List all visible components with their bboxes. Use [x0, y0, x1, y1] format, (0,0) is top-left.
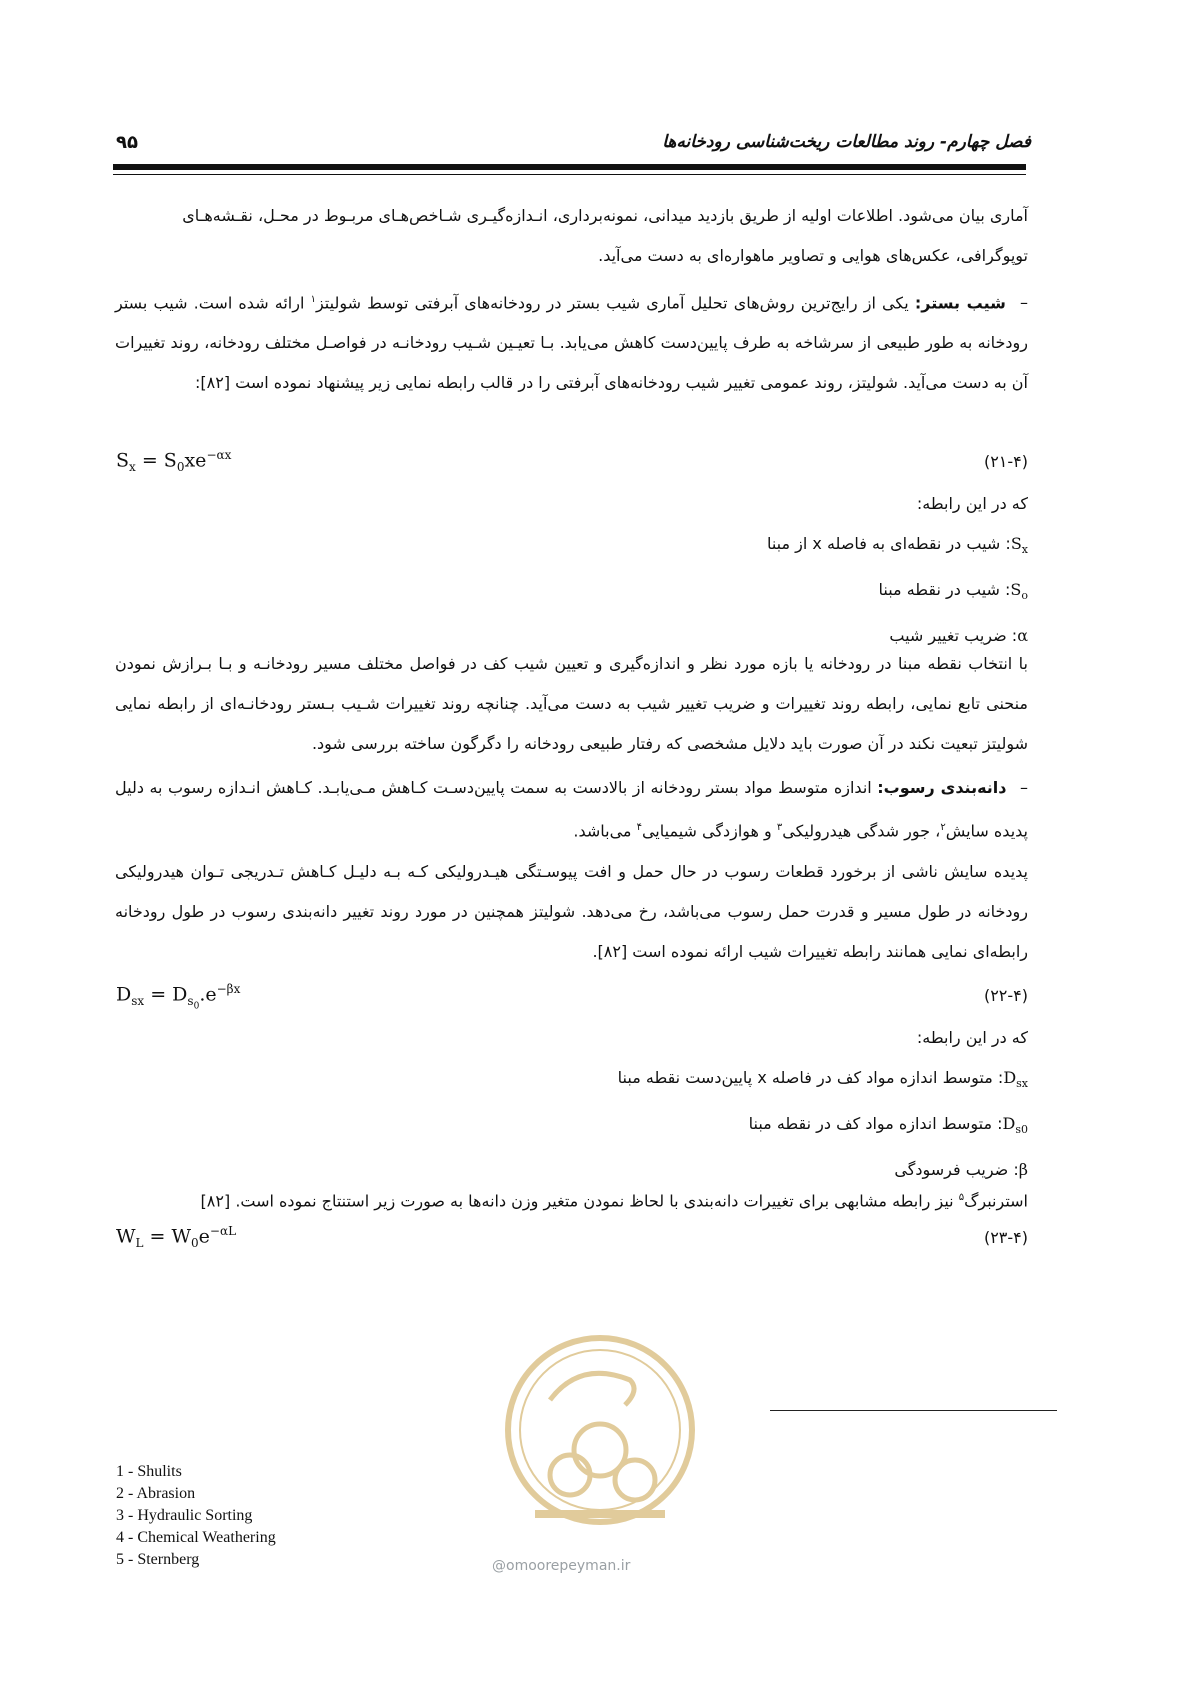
eq22-rest: .e	[199, 983, 217, 1006]
eq23-exponent: −αL	[209, 1224, 237, 1238]
equation-23	[116, 1224, 236, 1250]
paragraph-abrasion: پدیده سایش ناشی از برخورد قطعات رسوب در حال حمل و افت پیوسـتگی هیـدرولیکی کـه بـه دلیـل کـاهش تـدریجی تـوان هیدرولیکی رودخانه در طول مسیر و قدرت حمل رسوب می‌باشد، رخ می‌دهد. شولیتز همچنین در مورد روند تغییر دانه‌بندی رسوب در طول رودخانه رابطه‌ای نمایی همانند رابطه تغییرات شیب ارائه نموده است [۸۲].	[115, 862, 1028, 961]
eq21-lhs-sub: x	[129, 460, 136, 475]
definition-dsx: $D_{sx}$: متوسط اندازه مواد کف در فاصله x پایین‌دست نقطه مبنا	[617, 1068, 1028, 1091]
footnote-5: 5 - Sternberg	[116, 1551, 200, 1568]
eq23-mid-sub: 0	[191, 1236, 199, 1251]
footnote-3: 3 - Hydraulic Sorting	[116, 1507, 253, 1524]
header-rule-thin	[113, 174, 1026, 175]
footnote-separator	[770, 1410, 1057, 1411]
paragraph-intro-line2: توپوگرافی، عکس‌های هوایی و تصاویر ماهواره‌ای به دست می‌آید.	[598, 246, 1028, 265]
grading-text1: اندازه متوسط مواد بستر رودخانه از بالادست به سمت پایین‌دسـت کـاهش مـی‌یابـد. کـاهش انـدازه رسوب به دلیل پدیده سایش	[115, 778, 1028, 841]
bullet-dash: –	[1020, 778, 1029, 797]
eq23-rest: e	[198, 1225, 210, 1248]
paragraph-schultz-fit: با انتخاب نقطه مبنا در رودخانه یا بازه مورد نظر و اندازه‌گیری و تعیین شیب کف در فواصل مختلف مسیر رودخانـه و بـا بـرازش نمودن منحنی تابع نمایی، رابطه روند تغییرات و ضریب تغییر شیب به دست می‌آید. چنانچه روند تغییرات شـیب بـستر رودخانـه‌ای از رابطه نمایی شولیتز تبعیت نکند در آن صورت باید دلایل مشخصی که رفتار طبیعی رودخانه را دگرگون ساخته بررسی شود.	[115, 654, 1028, 753]
bed-slope-term: شیب بستر:	[914, 293, 1006, 313]
footnote-ref-3: ۳	[776, 822, 783, 833]
footnote-2: 2 - Abrasion	[116, 1485, 196, 1502]
equation-23-number: (۲۳-۴)	[983, 1228, 1028, 1247]
eq23-lhs-sub: L	[135, 1236, 144, 1251]
eq21-rest: xe	[184, 449, 207, 472]
sternberg-text1: استرنبرگ	[964, 1191, 1028, 1211]
bed-slope-item	[115, 280, 1028, 403]
eq21-exponent: −αx	[206, 448, 232, 462]
watermark-url: @omoorepeyman.ir	[492, 1558, 631, 1574]
eq22-exponent: −βx	[216, 982, 241, 996]
bullet-dash: –	[1020, 293, 1029, 313]
eq22-mid: = D	[144, 983, 188, 1006]
eq21-mid-sub: 0	[176, 460, 185, 475]
definition-ds0: $D_{s0}$: متوسط اندازه مواد کف در نقطه مبنا	[748, 1114, 1028, 1137]
footnote-ref-2: ۲	[940, 822, 946, 833]
bed-slope-text1: یکی از رایج‌ترین روش‌های تحلیل آماری شیب بستر در رودخانه‌های آبرفتی توسط شولیتز	[315, 293, 909, 313]
footnotes	[116, 1461, 276, 1571]
definition-so: $S_o$: شیب در نقطه مبنا	[878, 580, 1028, 603]
grading-text2: ، جور شدگی هیدرولیکی	[782, 821, 941, 841]
sternberg-text2: نیز رابطه مشابهی برای تغییرات دانه‌بندی با لحاظ نمودن متغیر وزن دانه‌ها به صورت زیر استنتاج نموده است. [۸۲]	[200, 1191, 959, 1211]
definitions-22	[328, 1018, 1028, 1190]
equation-21-number: (۲۱-۴)	[983, 452, 1028, 471]
paragraph-intro	[115, 196, 1028, 276]
sediment-grading-term: دانه‌بندی رسوب:	[877, 778, 1007, 797]
eq21-lhs: S	[116, 449, 130, 472]
footnote-4: 4 - Chemical Weathering	[116, 1529, 276, 1546]
header-rule-thick	[113, 164, 1026, 170]
definitions-22-intro: که در این رابطه:	[916, 1028, 1028, 1047]
paragraph-intro-line1: آماری بیان می‌شود. اطلاعات اولیه از طریق بازدید میدانی، نمونه‌برداری، انـدازه‌گیـری شـاخص‌هـای مربـوط در محـل، نقـشه‌هـای	[182, 206, 1028, 225]
footnote-ref-5: ۵	[958, 1192, 965, 1203]
page-number: ۹۵	[116, 132, 138, 153]
eq21-mid: = S	[135, 449, 177, 472]
sediment-grading-item	[115, 768, 1028, 851]
grading-text4: می‌باشد.	[573, 821, 637, 841]
footnote-ref-1: ۱	[310, 294, 316, 305]
paragraph-sternberg	[115, 1178, 1028, 1221]
eq23-mid: = W	[143, 1225, 192, 1248]
grading-text3: و هوازدگی شیمیایی	[641, 821, 777, 841]
definitions-21	[328, 484, 1028, 656]
footnote-1: 1 - Shulits	[116, 1463, 182, 1480]
chapter-title: فصل چهارم- روند مطالعات ریخت‌شناسی رودخانه‌ها	[662, 132, 1031, 152]
bed-slope-text2: ارائه شده است. شیب بستر رودخانه به طور طبیعی از سرشاخه به طرف پایین‌دست کاهش می‌یابد. بـا تعیـین شـیب رودخانـه در فواصـل مختلف رودخانه، روند تغییرات آن به دست می‌آید. شولیتز، روند عمومی تغییر شیب رودخانه‌های آبرفتی را در قالب رابطه نمایی زیر پیشنهاد نموده است [۸۲]:	[115, 293, 1028, 393]
eq22-lhs: D	[116, 983, 132, 1006]
definition-alpha: α: ضریب تغییر شیب	[889, 626, 1028, 646]
eq22-lhs-sub: sx	[131, 994, 145, 1009]
definitions-21-intro: که در این رابطه:	[916, 494, 1028, 513]
equation-22-number: (۲۲-۴)	[983, 986, 1028, 1005]
definition-beta: β: ضریب فرسودگی	[894, 1160, 1028, 1180]
watermark-logo	[495, 1330, 705, 1545]
equation-21	[116, 448, 231, 474]
footnote-ref-4: ۴	[636, 822, 642, 833]
definition-sx: $S_x$: شیب در نقطه‌ای به فاصله x از مبنا	[766, 534, 1028, 557]
eq23-lhs: W	[116, 1225, 136, 1248]
equation-22	[116, 982, 240, 1012]
eq22-mid-sub: s0	[187, 994, 200, 1012]
